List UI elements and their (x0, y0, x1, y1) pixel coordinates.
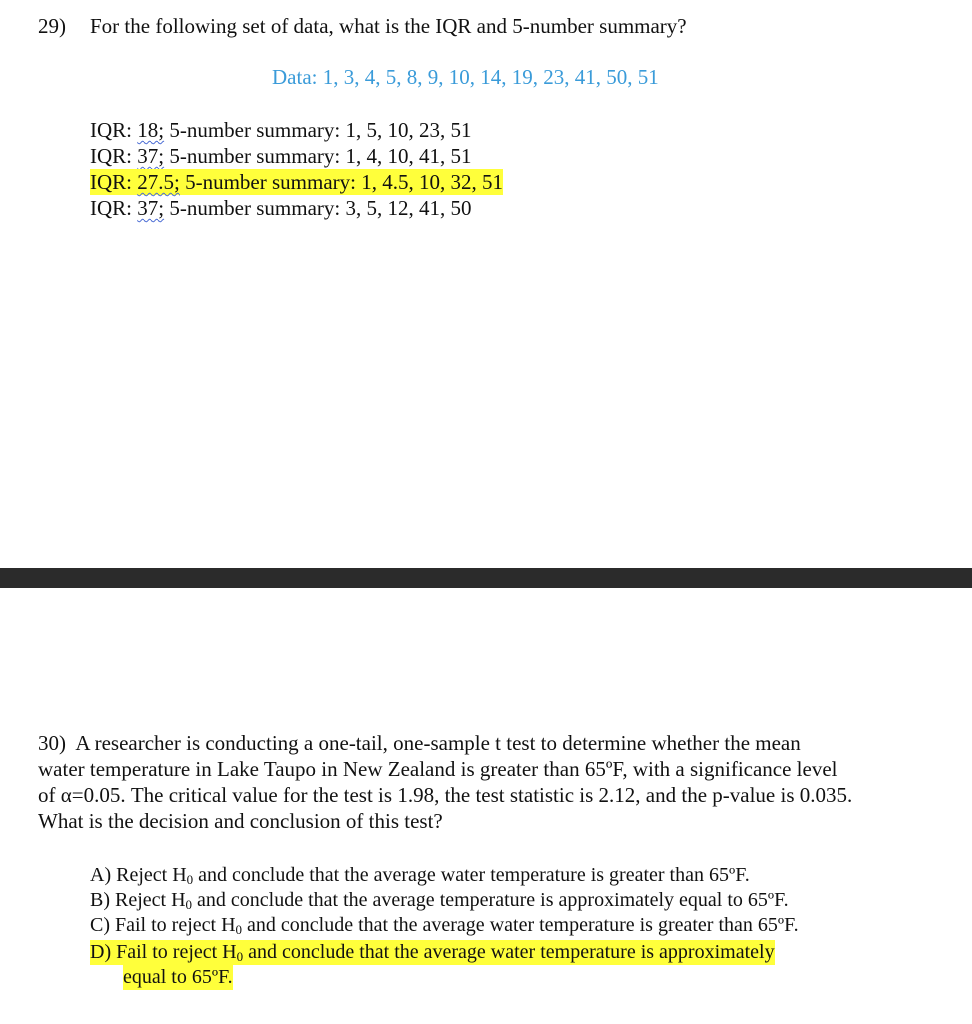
iqr-value: 27.5; (137, 170, 180, 194)
q29-option-1 (90, 117, 471, 143)
iqr-value: 37; (137, 196, 165, 220)
q29-option-4 (90, 195, 471, 221)
iqr-value: 18; (137, 118, 165, 142)
q30-line-2: water temperature in Lake Taupo in New Zealand is greater than 65ºF, with a significance level (38, 757, 838, 781)
summary: 5-number summary: 1, 4.5, 10, 32, 51 (185, 170, 503, 194)
summary: 5-number summary: 3, 5, 12, 41, 50 (169, 196, 472, 220)
page-divider (0, 568, 972, 588)
q30-option-a (90, 863, 750, 888)
option-letter: D) (90, 941, 112, 963)
q30-option-d-highlighted (90, 940, 775, 965)
iqr-value: 37; (137, 144, 165, 168)
q29-option-2 (90, 143, 471, 169)
q30-option-c (90, 913, 799, 938)
q29-data-line: Data: 1, 3, 4, 5, 8, 9, 10, 14, 19, 23, 41, 50, 51 (272, 65, 659, 89)
option-text: Reject $H_0$ and conclude that the average water temperature is greater than 65ºF. (116, 864, 750, 887)
summary: 5-number summary: 1, 5, 10, 23, 51 (169, 118, 472, 142)
iqr-label: IQR: (90, 196, 132, 220)
q30-line-3: of α=0.05. The critical value for the test is 1.98, the test statistic is 2.12, and the p-value is 0.035. (38, 783, 853, 807)
summary: 5-number summary: 1, 4, 10, 41, 51 (169, 144, 472, 168)
option-letter: C) (90, 914, 110, 936)
q30-line-4: What is the decision and conclusion of this test? (38, 809, 443, 833)
q29-question: For the following set of data, what is the IQR and 5-number summary? (90, 14, 687, 38)
q30-text-1: A researcher is conducting a one-tail, one-sample t test to determine whether the mean (75, 731, 801, 755)
option-letter: A) (90, 864, 112, 886)
q30-option-d-continuation: equal to 65ºF. (123, 966, 233, 988)
iqr-label: IQR: (90, 170, 132, 194)
q29-number: 29) (38, 14, 66, 38)
q30-option-b (90, 888, 789, 913)
q30-line-1 (38, 730, 801, 756)
option-letter: B) (90, 889, 110, 911)
iqr-label: IQR: (90, 144, 132, 168)
iqr-label: IQR: (90, 118, 132, 142)
q30-number: 30) (38, 731, 66, 755)
q29-option-3-highlighted (90, 169, 503, 195)
option-text: Fail to reject $H_0$ and conclude that the average water temperature is approximately (116, 941, 775, 964)
option-text: Fail to reject $H_0$ and conclude that the average water temperature is greater than 65ºF. (115, 914, 799, 937)
option-text: Reject $H_0$ and conclude that the average temperature is approximately equal to 65ºF. (115, 889, 789, 912)
